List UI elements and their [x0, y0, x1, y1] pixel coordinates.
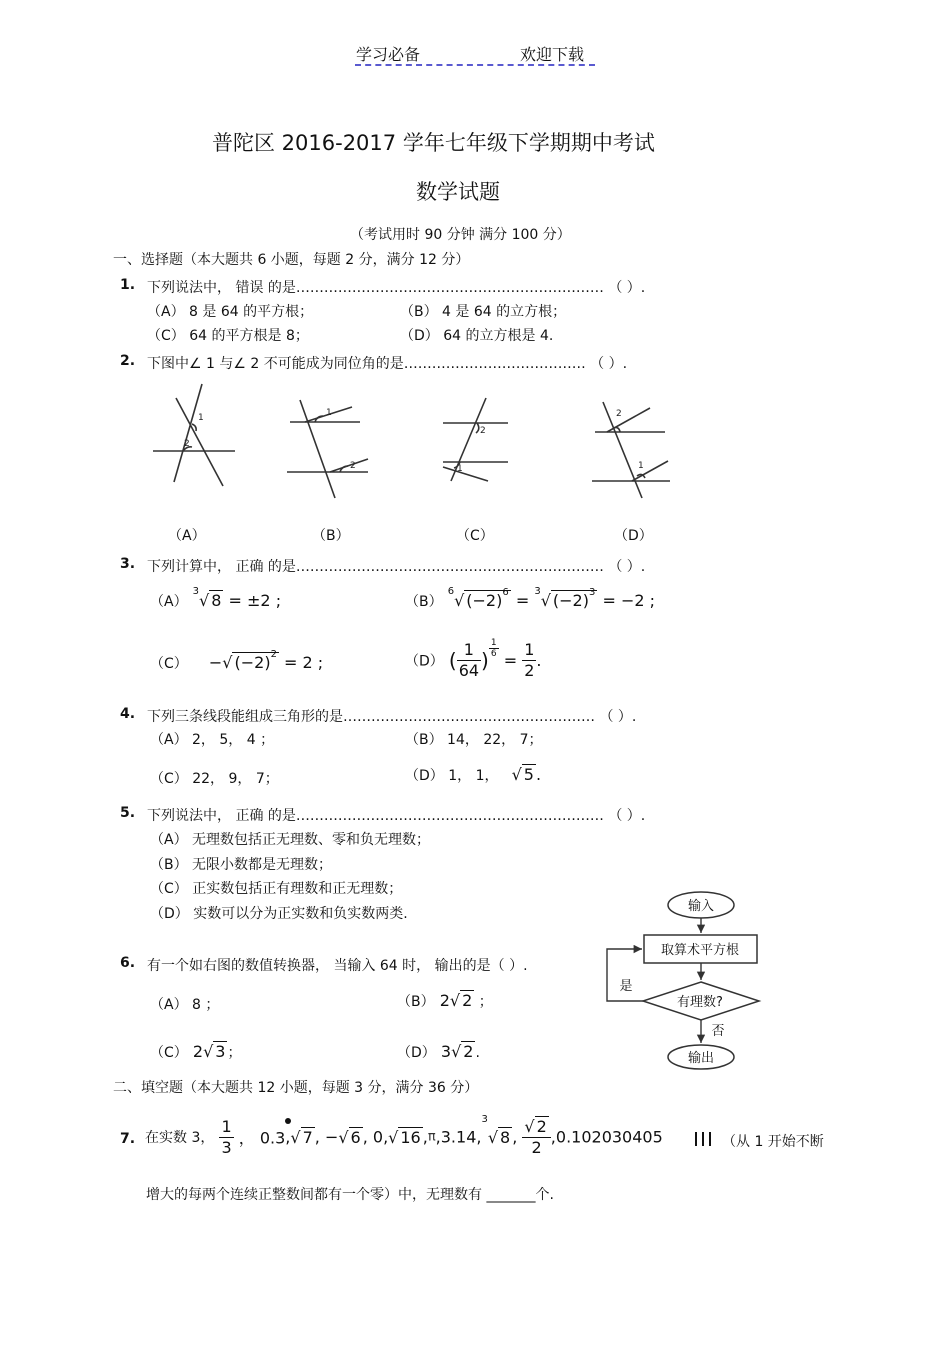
- q6-option-d: [397, 1041, 480, 1062]
- q7-radical-8: √: [487, 1128, 499, 1147]
- q1-option-a: （A） 8 是 64 的平方根；: [147, 304, 314, 320]
- q2c-angle1-label: 1: [457, 464, 463, 474]
- q3-option-c: [150, 649, 324, 673]
- q3b-exp2: 3: [588, 587, 596, 598]
- q7-ellipsis: [693, 1131, 715, 1151]
- q3c-radical-sign: √: [222, 653, 233, 672]
- q3-number: 3.: [120, 556, 136, 572]
- q3b-result: = −2 ;: [602, 591, 656, 610]
- q2a-angle2-label: 2: [184, 439, 190, 449]
- q3b-equals: =: [515, 591, 530, 610]
- header-underline: [355, 64, 595, 66]
- q6-option-b: [397, 990, 493, 1011]
- q7-sqrt2-fraction: [522, 1116, 550, 1158]
- q2-label-d: （D）: [614, 528, 653, 544]
- q3c-exp: 2: [270, 649, 277, 660]
- q3-option-b: [405, 586, 656, 611]
- q4-option-b: （B） 14， 22， 7；: [405, 732, 543, 748]
- q3d-equals: =: [503, 651, 518, 670]
- q4-option-a: （A） 2， 5， 4 ；: [150, 732, 275, 748]
- q7-sqrt2-den: 2: [531, 1138, 542, 1157]
- q3a-radicand: 8: [211, 591, 222, 610]
- q3d-result-num: 1: [524, 640, 535, 659]
- q7-number: 7.: [120, 1131, 136, 1147]
- q3d-result-fraction: [522, 640, 536, 681]
- q3d-open-paren: (: [448, 648, 457, 673]
- q3c-result: = 2 ;: [284, 653, 324, 672]
- q3d-exp-num: 1: [490, 638, 497, 648]
- q7-fraction-radicand: 2: [536, 1117, 547, 1136]
- q7-radical-2: √: [524, 1117, 535, 1136]
- q4d-radicand: 5: [523, 765, 534, 784]
- q7-part4: , −: [314, 1127, 339, 1147]
- q3d-label: （D）: [405, 653, 444, 670]
- q7-long-decimal: ,0.102030405: [550, 1127, 663, 1147]
- q7-part6: ,: [422, 1127, 428, 1147]
- section1-heading: 一、选择题（本大题共 6 小题，每题 2 分，满分 12 分）: [113, 252, 470, 268]
- exam-info: （考试用时 90 分钟 满分 100 分）: [350, 227, 571, 243]
- q5-stem: 下列说法中， 正确 的是………………………………………………………… （ ）.: [147, 808, 646, 824]
- q5-option-d: （D） 实数可以分为正实数和负实数两类.: [150, 906, 408, 922]
- q2a-angle1-label: 1: [198, 413, 204, 423]
- q5-option-c: （C） 正实数包括正有理数和正无理数；: [150, 881, 403, 897]
- q3c-label: （C）: [150, 656, 188, 672]
- header-right: 欢迎下载: [520, 45, 585, 64]
- q6d-end: .: [475, 1045, 480, 1061]
- q6b-radical-sign: √: [449, 991, 461, 1010]
- q3b-radical-sign2: √: [540, 591, 551, 610]
- q2-label-a: （A）: [168, 528, 206, 544]
- q3d-result-den: 2: [524, 661, 535, 680]
- q6c-end: ；: [227, 1045, 242, 1061]
- q7-repeating-decimal: ， 0.3: [238, 1128, 286, 1148]
- q2-stem: 下图中∠ 1 与∠ 2 不可能成为同位角的是………………………………… （ ）.: [147, 356, 628, 372]
- q2-figures: [140, 380, 700, 520]
- q3-stem: 下列计算中， 正确 的是………………………………………………………… （ ）.: [147, 559, 646, 575]
- q7-comma1: ,: [285, 1127, 291, 1147]
- flow-input-label: 输入: [687, 899, 715, 914]
- q3b-exp1: 6: [502, 587, 509, 598]
- q7-radical-6: √: [338, 1128, 349, 1147]
- q6-number: 6.: [120, 955, 136, 971]
- q4-number: 4.: [120, 706, 136, 722]
- q3b-radical-sign1: √: [454, 591, 465, 610]
- q1-stem: 下列说法中， 错误 的是………………………………………………………… （ ）.: [147, 280, 646, 296]
- q6b-label: （B）: [397, 994, 435, 1010]
- q6c-label: （C）: [150, 1045, 188, 1061]
- q6b-radicand: 2: [462, 991, 473, 1010]
- q7-expression: [145, 1113, 663, 1158]
- flow-no-label: 否: [711, 1024, 725, 1039]
- q3b-radicand2: (−2): [552, 591, 589, 610]
- q6-stem: 有一个如右图的数值转换器， 当输入 64 时， 输出的是（ ）.: [147, 958, 528, 974]
- q2-label-c: （C）: [456, 528, 494, 544]
- q3b-label: （B）: [405, 594, 443, 610]
- q1-option-b: （B） 4 是 64 的立方根；: [400, 304, 567, 320]
- q6d-radical-sign: √: [451, 1042, 462, 1061]
- q7-pi: π: [427, 1129, 436, 1145]
- q6c-radicand: 3: [215, 1042, 226, 1061]
- q5-option-a: （A） 无理数包括正无理数、零和负无理数；: [150, 832, 431, 848]
- q7-repeat-dot: [285, 1118, 291, 1124]
- flow-process-label: 取算术平方根: [660, 943, 740, 958]
- q7-part5: , 0,: [362, 1127, 389, 1147]
- q3d-exponent: [489, 638, 499, 659]
- q6c-coef: 2: [192, 1042, 204, 1061]
- q3b-index1: 6: [447, 586, 455, 597]
- q7-radical-16: √: [388, 1128, 399, 1147]
- q2d-angle2-label: 2: [616, 409, 622, 419]
- q4d-radical-sign: √: [511, 765, 522, 784]
- q3b-index2: 3: [534, 586, 541, 597]
- q7-part8: ,: [512, 1127, 518, 1147]
- q3a-radical-sign: √: [199, 591, 210, 610]
- q2-number: 2.: [120, 353, 136, 369]
- q6d-radicand: 2: [463, 1042, 474, 1061]
- q3d-exp-den: 6: [490, 649, 497, 659]
- header-left: 学习必备: [356, 45, 421, 64]
- q4-stem: 下列三条线段能组成三角形的是……………………………………………… （ ）.: [147, 709, 637, 725]
- q3d-close-paren: ): [481, 648, 489, 673]
- q7-line2: 增大的每两个连续正整数间都有一个零）中，无理数有 _______个.: [146, 1187, 554, 1203]
- q7-note: （从 1 开始不断: [722, 1134, 824, 1150]
- page-title: 普陀区 2016-2017 学年七年级下学期期中考试: [212, 131, 655, 155]
- q3-option-a: [150, 586, 282, 611]
- q3b-radicand1: (−2): [466, 591, 503, 610]
- q6-option-a: （A） 8 ；: [150, 997, 220, 1013]
- q4-option-d: [405, 764, 541, 785]
- q6-flowchart: [600, 885, 770, 1075]
- q2b-angle1-label: 1: [326, 408, 332, 418]
- q7-radicand-6: 6: [350, 1128, 361, 1147]
- q3d-fraction: [457, 640, 481, 681]
- q4-option-c: （C） 22， 9， 7；: [150, 771, 279, 787]
- q6-option-c: [150, 1041, 241, 1062]
- q7-radical-7: √: [290, 1128, 301, 1147]
- section2-heading: 二、填空题（本大题共 12 小题，每题 3 分，满分 36 分）: [113, 1080, 479, 1096]
- q7-cube-index: 3: [481, 1113, 488, 1125]
- q3d-period: .: [536, 651, 542, 670]
- q5-option-b: （B） 无限小数都是无理数；: [150, 857, 333, 873]
- flow-decision-label: 有理数?: [677, 995, 723, 1010]
- q3c-radicand: (−2): [234, 653, 271, 672]
- q3d-denominator: 64: [458, 661, 480, 680]
- page-subtitle: 数学试题: [416, 180, 500, 204]
- q1-option-d: （D） 64 的立方根是 4.: [400, 328, 554, 344]
- q6c-radical-sign: √: [203, 1042, 214, 1061]
- q7-radicand-7: 7: [302, 1128, 313, 1147]
- q3a-index: 3: [192, 586, 200, 597]
- q1-option-c: （C） 64 的平方根是 8；: [147, 328, 309, 344]
- q6d-label: （D）: [397, 1045, 436, 1061]
- q4d-period: .: [535, 765, 542, 784]
- q7-fraction-num: 1: [221, 1116, 232, 1136]
- flow-output-label: 输出: [687, 1051, 715, 1066]
- q7-part7: ,3.14,: [435, 1127, 482, 1147]
- q2c-angle2-label: 2: [480, 426, 486, 436]
- q2b-angle2-label: 2: [350, 461, 356, 471]
- q6d-coef: 3: [440, 1042, 452, 1061]
- q1-number: 1.: [120, 277, 136, 293]
- q7-radicand-16: 16: [400, 1128, 421, 1147]
- q3a-result: = ±2 ;: [228, 591, 282, 610]
- q4d-label: （D） 1， 1，: [405, 768, 499, 784]
- q6b-coef: 2: [439, 991, 450, 1010]
- q3c-minus: −: [208, 653, 223, 672]
- q6b-end: ；: [474, 994, 493, 1010]
- q7-part1: 在实数 3，: [145, 1130, 215, 1146]
- q3a-label: （A）: [150, 594, 188, 610]
- q2-label-b: （B）: [312, 528, 350, 544]
- q3d-numerator: 1: [457, 640, 481, 661]
- q7-fraction-den: 3: [221, 1137, 232, 1157]
- q7-radicand-8: 8: [500, 1128, 511, 1147]
- q3-option-d: [405, 640, 541, 681]
- q5-number: 5.: [120, 805, 136, 821]
- flow-yes-label: 是: [619, 979, 633, 994]
- q2d-angle1-label: 1: [638, 461, 644, 471]
- q7-fraction: [219, 1117, 233, 1158]
